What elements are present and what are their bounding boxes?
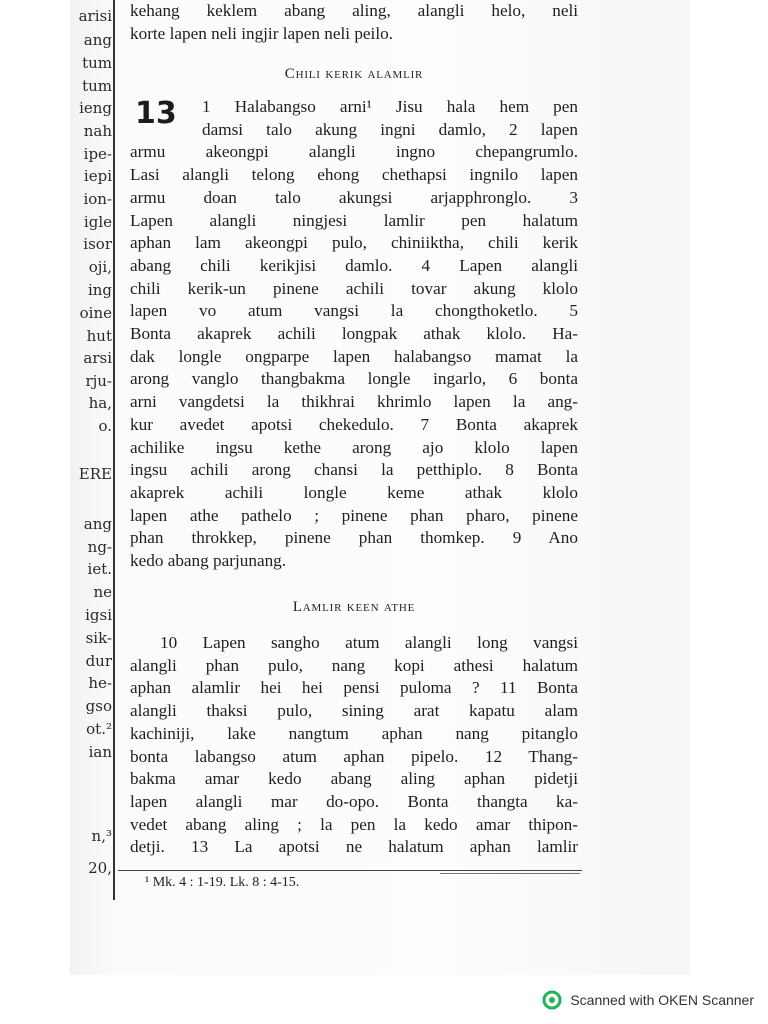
text-line: Bonta akaprek achili longpak athak klolo. Ha- [130, 324, 578, 344]
text-line: Lasi alangli telong ehong chethapsi ingnilo lapen [130, 165, 578, 185]
footnote-rule [118, 870, 582, 871]
text-line: ingsu achili arong chansi la petthiplo. 8 Bonta [130, 460, 578, 480]
paragraph-1 [130, 96, 578, 573]
paragraph-2 [130, 632, 578, 859]
margin-fragment: igle [83, 213, 112, 231]
section-heading-1: Chili kerik alamlir [284, 66, 424, 82]
footnote: ¹ Mk. 4 : 1-19. Lk. 8 : 4-15. [145, 875, 300, 890]
margin-fragment: ang [83, 31, 112, 49]
text-line: kur avedet apotsi chekedulo. 7 Bonta akaprek [130, 414, 578, 434]
margin-fragment: igsi [85, 606, 112, 624]
text-line: lapen alangli mar do-opo. Bonta thangta ka- [130, 791, 578, 811]
margin-fragment: rju- [85, 372, 112, 390]
text-line: 10 Lapen sangho atum alangli long vangsi [160, 633, 578, 652]
text-line: bakma amar kedo abang aling aphan pidetji [130, 769, 578, 789]
text-line: akaprek achili longle keme athak klolo [130, 482, 578, 502]
margin-fragment: gso [85, 697, 112, 715]
text-line: kedo abang parjunang. [130, 551, 287, 571]
text-line: kachiniji, lake nangtum aphan nang pitanglo [130, 723, 578, 743]
margin-fragment: ieng [79, 99, 112, 117]
margin-fragment: ion- [83, 190, 112, 208]
text-line: 1 Halabangso arni¹ Jisu hala hem pen [202, 97, 578, 116]
margin-fragment: o. [98, 417, 112, 435]
text-line: lapen vo atum vangsi la chongthoketlo. 5 [130, 301, 578, 321]
margin-fragment: iepi [83, 167, 112, 185]
text-line: armu akeongpi alangli ingno chepangrumlo. [130, 142, 578, 162]
margin-fragment: oji, [88, 258, 112, 276]
text-line: abang chili kerikjisi damlo. 4 Lapen alangli [130, 255, 578, 275]
margin-fragment: ot.² [86, 720, 112, 738]
text-line: arni vangdetsi la thikhrai khrimlo lapen la ang- [130, 392, 578, 412]
text-line: korte lapen neli ingjir lapen neli peilo. [130, 23, 393, 43]
margin-fragment: arisi [78, 7, 112, 25]
scanner-text: Scanned with OKEN Scanner [570, 992, 754, 1008]
margin-fragment: tum [82, 54, 112, 72]
text-line: lapen athe pathelo ; pinene phan pharo, pinene [130, 505, 578, 525]
text-line: phan throkkep, pinene phan thomkep. 9 Ano [130, 528, 578, 548]
text-line: aphan lam akeongpi pulo, chiniiktha, chili kerik [130, 233, 578, 253]
margin-fragment: n,³ [91, 827, 112, 845]
margin-fragment: sik- [85, 629, 112, 647]
text-line: arong vanglo thangbakma longle ingarlo, 6 bonta [130, 369, 578, 389]
section-heading-2: Lamlir keen athe [292, 599, 416, 615]
margin-fragment: ERE [78, 465, 112, 483]
scanner-watermark [542, 990, 754, 1010]
chapter-number: 13 [135, 96, 177, 131]
margin-fragment: nah [83, 122, 112, 140]
text-line: alangli phan pulo, nang kopi athesi halatum [130, 655, 578, 675]
margin-fragment: ian [88, 743, 112, 761]
margin-fragment: ng- [87, 538, 112, 556]
footnote-rule-short [440, 873, 580, 874]
oken-scanner-logo-icon [542, 990, 562, 1010]
margin-fragment: ang [83, 515, 112, 533]
margin-fragment: arsi [83, 349, 112, 367]
margin-fragment: ipe- [83, 145, 112, 163]
text-line: bonta labangso atum aphan pipelo. 12 Thang- [130, 746, 578, 766]
text-line: dak longle ongparpe lapen halabangso mamat la [130, 346, 578, 366]
text-line: alangli thaksi pulo, sining arat kapatu alam [130, 701, 578, 721]
margin-fragment: ne [93, 583, 112, 601]
margin-fragment: 20, [88, 859, 112, 877]
margin-fragment: ha, [88, 394, 112, 412]
text-line: damsi talo akung ingni damlo, 2 lapen [202, 119, 578, 139]
margin-fragment: isor [83, 235, 112, 253]
text-line: vedet abang aling ; la pen la kedo amar thipon- [130, 814, 578, 834]
text-line: aphan alamlir hei hei pensi puloma ? 11 Bonta [130, 678, 578, 698]
text-line: kehang keklem abang aling, alangli helo, neli [130, 1, 578, 20]
text-line: chili kerik-un pinene achili tovar akung klolo [130, 278, 578, 298]
margin-fragment: hut [86, 327, 112, 345]
text-line: detji. 13 La apotsi ne halatum aphan lamlir [130, 837, 578, 857]
text-line: achilike ingsu kethe arong ajo klolo lapen [130, 437, 578, 457]
margin-fragment: dur [85, 652, 112, 670]
margin-fragment: oine [79, 304, 112, 322]
margin-fragment: he- [88, 674, 112, 692]
column-divider [113, 0, 115, 900]
margin-fragment: ing [87, 281, 112, 299]
text-line: armu doan talo akungsi arjapphronglo. 3 [130, 187, 578, 207]
text-line: Lapen alangli ningjesi lamlir pen halatum [130, 210, 578, 230]
margin-fragment: tum [82, 77, 112, 95]
top-lines [130, 0, 578, 45]
margin-fragment: iet. [87, 560, 112, 578]
